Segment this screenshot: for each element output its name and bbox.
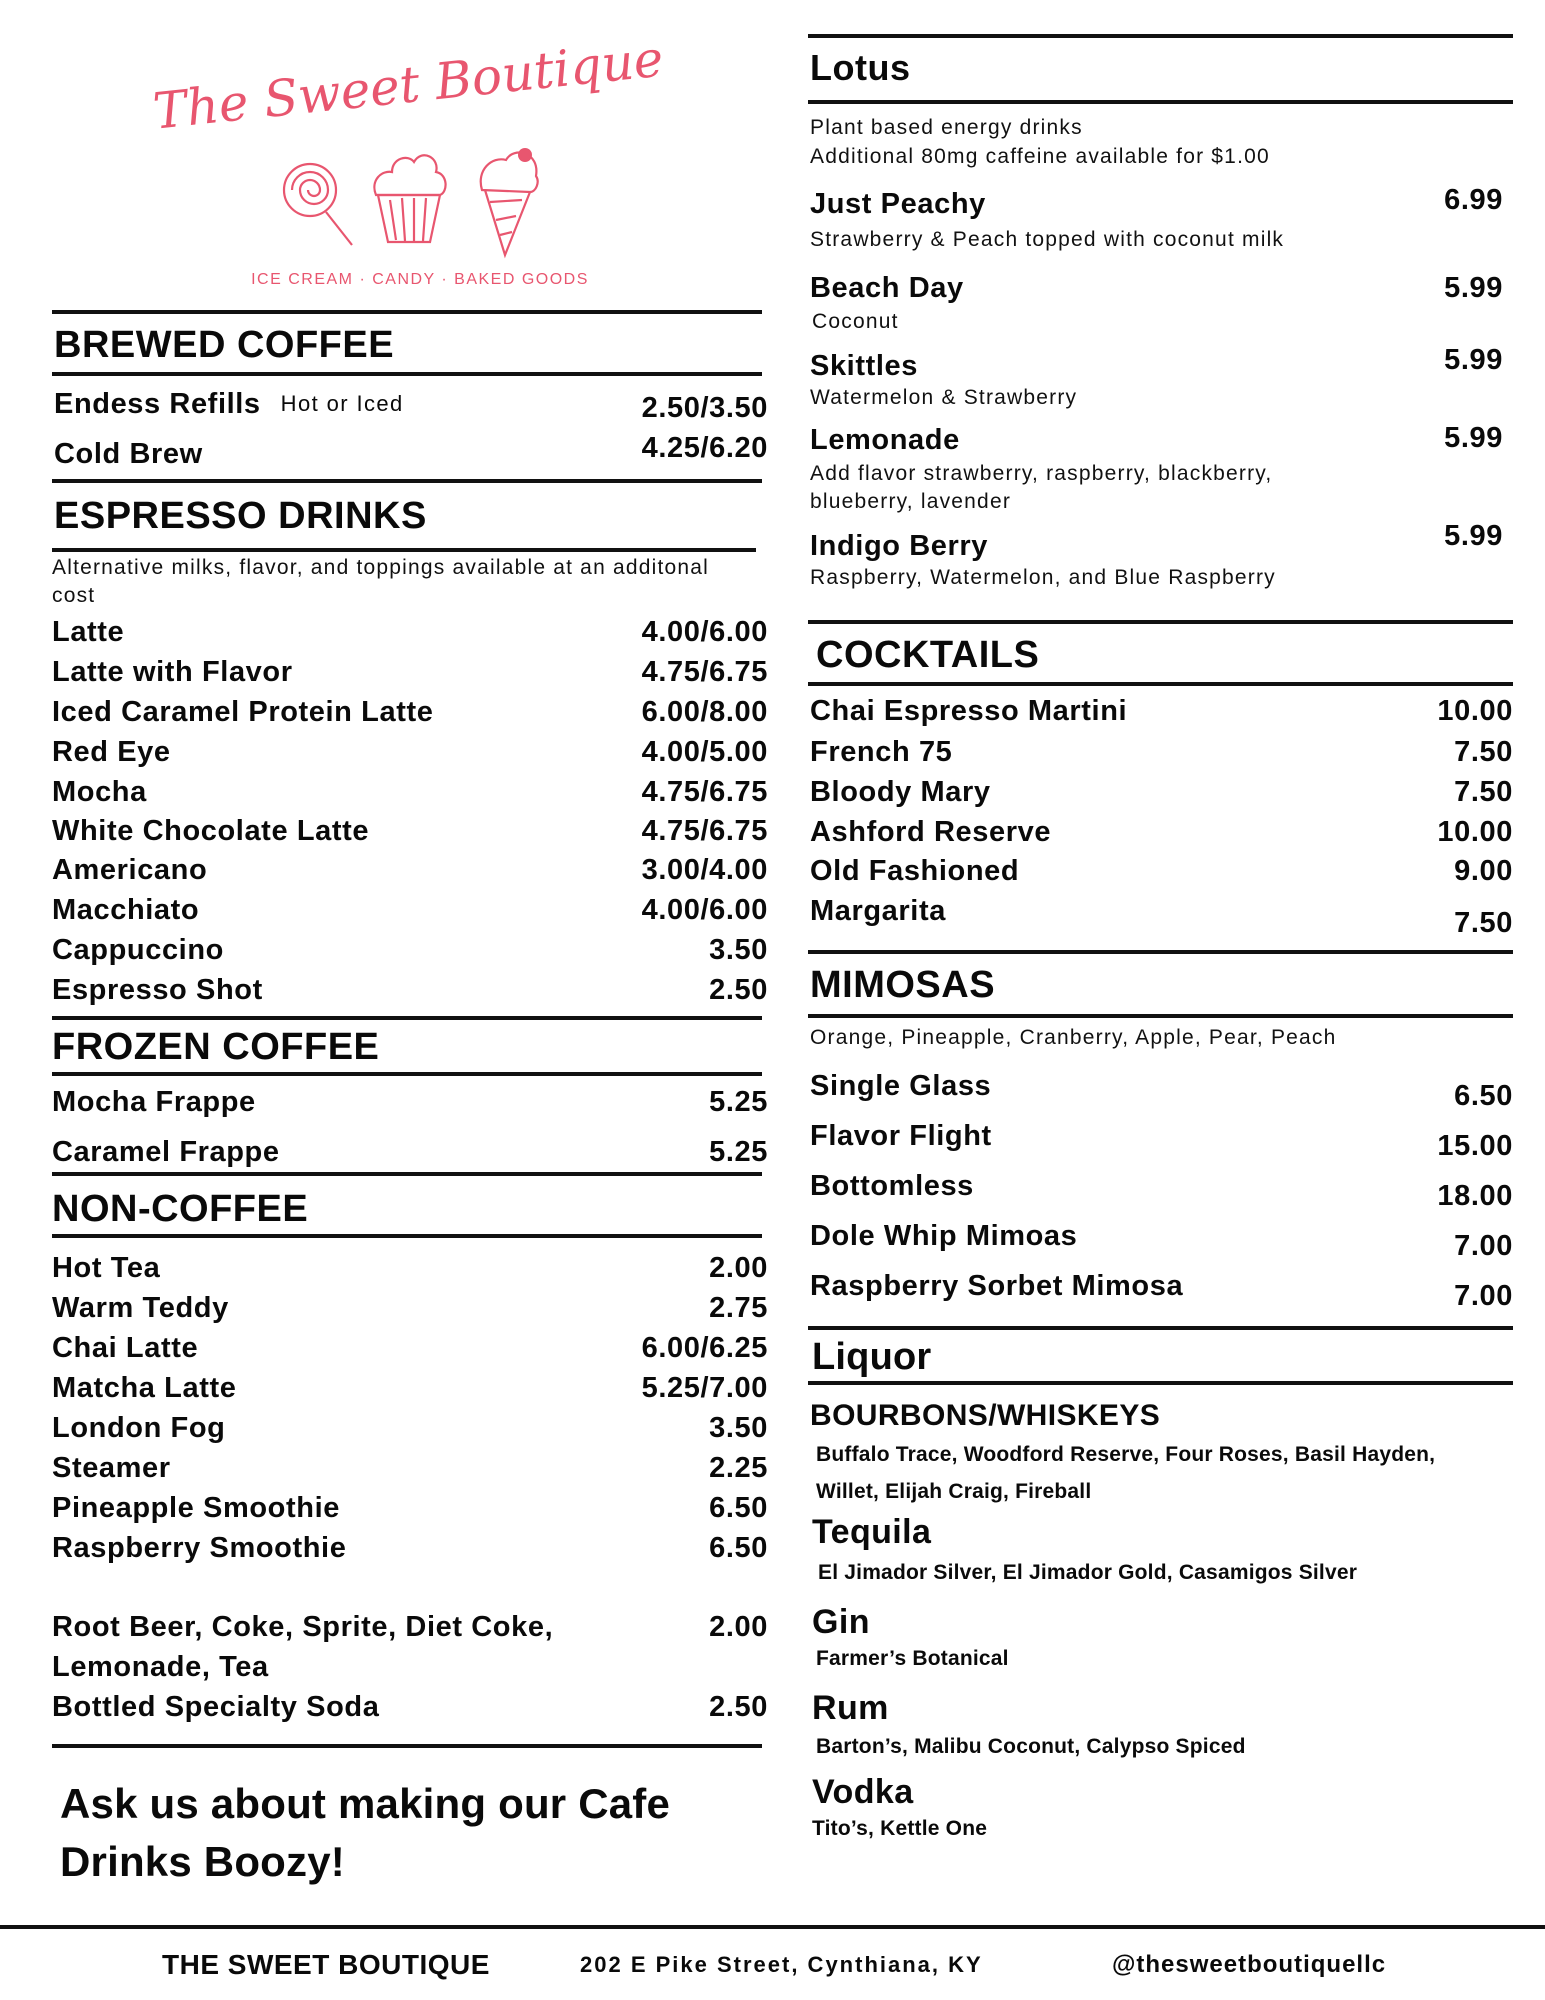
item-name: French 75 <box>810 736 953 768</box>
item-name: Raspberry Smoothie <box>52 1532 347 1564</box>
item-price: 18.00 <box>1437 1180 1513 1212</box>
item-name: Macchiato <box>52 894 200 926</box>
item-price: 7.00 <box>1454 1280 1513 1312</box>
item-name: Old Fashioned <box>810 855 1020 887</box>
menu-item <box>808 693 1513 729</box>
item-price: 4.00/5.00 <box>641 736 768 768</box>
divider <box>808 100 1513 104</box>
item-name: Latte with Flavor <box>52 656 293 688</box>
item-name: Chai Latte <box>52 1332 199 1364</box>
item-price: 6.50 <box>1454 1080 1513 1112</box>
item-price: 2.25 <box>709 1452 768 1484</box>
item-price: 6.50 <box>709 1532 768 1564</box>
item-price: 4.25/6.20 <box>641 432 768 464</box>
non-coffee-title: NON-COFFEE <box>52 1188 309 1230</box>
item-name: Margarita <box>810 895 946 927</box>
item-price: 7.50 <box>1454 736 1513 768</box>
item-name: Pineapple Smoothie <box>52 1492 340 1524</box>
divider <box>52 1072 762 1076</box>
divider <box>808 1014 1513 1018</box>
menu-item <box>52 1490 768 1526</box>
menu-item <box>52 614 768 650</box>
divider <box>52 372 762 376</box>
item-name: Matcha Latte <box>52 1372 237 1404</box>
menu-item <box>808 853 1513 889</box>
item-name: Dole Whip Mimoas <box>810 1220 1078 1252</box>
item-name: Indigo Berry <box>810 530 988 562</box>
menu-item <box>52 386 768 422</box>
item-price: 4.75/6.75 <box>641 815 768 847</box>
item-name: Raspberry Sorbet Mimosa <box>810 1270 1184 1302</box>
menu-item <box>52 694 768 730</box>
liquor-group-list: El Jimador Silver, El Jimador Gold, Casamigos Silver <box>818 1561 1358 1584</box>
liquor-group-list: Farmer’s Botanical <box>816 1647 1009 1670</box>
item-price: 2.00 <box>709 1252 768 1284</box>
item-desc: Watermelon & Strawberry <box>810 386 1078 409</box>
item-price: 2.75 <box>709 1292 768 1324</box>
item-name: Root Beer, Coke, Sprite, Diet Coke, <box>52 1611 554 1643</box>
liquor-group-title: Gin <box>812 1603 870 1641</box>
divider <box>52 1172 762 1176</box>
item-name: Chai Espresso Martini <box>810 695 1128 727</box>
item-name: Lemonade, Tea <box>52 1651 269 1683</box>
menu-item <box>52 774 768 810</box>
menu-item <box>808 734 1513 770</box>
item-name: Red Eye <box>52 736 171 768</box>
divider <box>52 1016 762 1020</box>
menu-item <box>808 893 1513 939</box>
divider <box>808 620 1513 624</box>
menu-item <box>52 1250 768 1286</box>
divider <box>808 950 1513 954</box>
menu-item <box>808 1168 1513 1212</box>
item-name: Mocha Frappe <box>52 1086 256 1118</box>
menu-item <box>52 1084 768 1120</box>
menu-item-sodas-cont <box>52 1649 768 1685</box>
divider <box>52 1234 762 1238</box>
brewed-coffee-title: BREWED COFFEE <box>54 324 395 366</box>
divider <box>808 1381 1513 1385</box>
item-price: 4.00/6.00 <box>641 894 768 926</box>
menu-item <box>52 1530 768 1566</box>
menu-item <box>52 932 768 968</box>
menu-item <box>808 520 1503 564</box>
footer-social-handle: @thesweetboutiquellc <box>1112 1951 1387 1978</box>
item-name: Cappuccino <box>52 934 224 966</box>
divider <box>52 1744 762 1748</box>
item-price: 5.25 <box>709 1136 768 1168</box>
item-price: 3.50 <box>709 934 768 966</box>
mimosas-title: MIMOSAS <box>810 964 996 1006</box>
menu-item <box>52 892 768 928</box>
item-price: 3.00/4.00 <box>641 854 768 886</box>
menu-item <box>52 813 768 849</box>
menu-item <box>52 1410 768 1446</box>
item-name: White Chocolate Latte <box>52 815 370 847</box>
item-name: Espresso Shot <box>52 974 263 1006</box>
item-price: 15.00 <box>1437 1130 1513 1162</box>
item-price: 5.99 <box>1444 422 1503 454</box>
divider <box>808 682 1513 686</box>
footer-divider <box>0 1925 1545 1929</box>
liquor-group-title: Rum <box>812 1689 889 1727</box>
item-name: London Fog <box>52 1412 226 1444</box>
menu-item <box>52 1450 768 1486</box>
menu-item <box>52 1134 768 1170</box>
menu-item <box>808 186 1503 222</box>
espresso-note: Alternative milks, flavor, and toppings available at an additonal cost <box>52 556 710 607</box>
logo-tagline: ICE CREAM · CANDY · BAKED GOODS <box>251 271 589 288</box>
liquor-group-title: BOURBONS/WHISKEYS <box>810 1399 1161 1432</box>
item-name: Cold Brew <box>54 438 203 470</box>
item-price: 10.00 <box>1437 695 1513 727</box>
divider <box>808 34 1513 38</box>
item-price: 5.99 <box>1444 344 1503 376</box>
item-name: Endess Refills <box>54 388 261 420</box>
logo <box>150 29 666 300</box>
item-price: 6.00/8.00 <box>641 696 768 728</box>
item-name: Latte <box>52 616 125 648</box>
item-price: 5.99 <box>1444 520 1503 552</box>
cupcake-icon <box>378 195 440 242</box>
item-price: 3.50 <box>709 1412 768 1444</box>
item-name: Steamer <box>52 1452 171 1484</box>
footer-business-name: THE SWEET BOUTIQUE <box>162 1949 490 1980</box>
liquor-group-title: Tequila <box>812 1513 932 1551</box>
footer-address: 202 E Pike Street, Cynthiana, KY <box>580 1952 983 1977</box>
item-price: 6.00/6.25 <box>641 1332 768 1364</box>
espresso-title: ESPRESSO DRINKS <box>54 495 427 537</box>
menu-item <box>52 852 768 888</box>
divider <box>52 479 762 483</box>
divider <box>52 310 762 314</box>
item-price: 5.25/7.00 <box>641 1372 768 1404</box>
logo-artwork <box>150 29 666 300</box>
item-name: Single Glass <box>810 1070 992 1102</box>
cocktails-title: COCKTAILS <box>816 634 1040 676</box>
item-price: 2.50/3.50 <box>641 392 768 424</box>
menu-item <box>808 1118 1513 1162</box>
menu-item <box>52 734 768 770</box>
item-name: Hot Tea <box>52 1252 161 1284</box>
boozy-callout: Ask us about making our Cafe Drinks Boozy! <box>60 1780 671 1885</box>
lotus-note-1: Plant based energy drinks <box>810 116 1083 139</box>
menu-item <box>52 972 768 1008</box>
menu-item <box>808 344 1503 384</box>
lotus-title: Lotus <box>810 47 911 88</box>
menu-item <box>52 432 768 472</box>
menu-item <box>808 814 1513 850</box>
item-name: Flavor Flight <box>810 1120 992 1152</box>
item-name: Warm Teddy <box>52 1292 229 1324</box>
item-price: 6.50 <box>709 1492 768 1524</box>
item-name: Beach Day <box>810 272 964 304</box>
item-price: 7.50 <box>1454 907 1513 939</box>
item-name: Skittles <box>810 350 918 382</box>
liquor-group-list: Barton’s, Malibu Coconut, Calypso Spiced <box>816 1735 1246 1758</box>
liquor-group-title: Vodka <box>812 1773 914 1811</box>
item-name: Bottomless <box>810 1170 974 1202</box>
item-desc: Add flavor strawberry, raspberry, blackberry, blueberry, lavender <box>810 462 1273 513</box>
menu-item <box>808 1068 1513 1112</box>
divider <box>52 548 756 552</box>
item-name: Americano <box>52 854 208 886</box>
liquor-title: Liquor <box>812 1336 932 1378</box>
item-price: 5.99 <box>1444 272 1503 304</box>
item-note: Hot or Iced <box>280 391 404 416</box>
item-price: 2.50 <box>709 1691 768 1723</box>
item-name: Mocha <box>52 776 147 808</box>
ice-cream-icon <box>485 190 530 255</box>
item-price: 4.75/6.75 <box>641 656 768 688</box>
item-price: 4.75/6.75 <box>641 776 768 808</box>
item-name: Bloody Mary <box>810 776 991 808</box>
item-price: 7.00 <box>1454 1230 1513 1262</box>
frozen-title: FROZEN COFFEE <box>52 1026 380 1068</box>
menu-item <box>808 270 1503 306</box>
item-price: 6.99 <box>1444 184 1503 216</box>
item-name: Iced Caramel Protein Latte <box>52 696 434 728</box>
item-desc: Strawberry & Peach topped with coconut milk <box>810 228 1285 251</box>
menu-item <box>808 774 1513 810</box>
menu-item-sodas <box>52 1609 768 1645</box>
liquor-group-list: Tito’s, Kettle One <box>812 1817 988 1840</box>
menu-item <box>808 1218 1513 1262</box>
item-name: Caramel Frappe <box>52 1136 280 1168</box>
item-price: 10.00 <box>1437 816 1513 848</box>
menu-item <box>52 1330 768 1366</box>
menu-item <box>52 1689 768 1725</box>
lotus-note-2: Additional 80mg caffeine available for $1.00 <box>810 145 1270 168</box>
item-price: 4.00/6.00 <box>641 616 768 648</box>
item-price: 2.50 <box>709 974 768 1006</box>
item-name: Just Peachy <box>810 188 986 220</box>
item-price: 7.50 <box>1454 776 1513 808</box>
item-price: 9.00 <box>1454 855 1513 887</box>
menu-item <box>52 654 768 690</box>
item-desc: Raspberry, Watermelon, and Blue Raspberry <box>810 566 1276 589</box>
menu-item <box>808 422 1503 458</box>
item-price: 2.00 <box>709 1611 768 1643</box>
item-price: 5.25 <box>709 1086 768 1118</box>
item-name: Lemonade <box>810 424 960 456</box>
liquor-group-list: Buffalo Trace, Woodford Reserve, Four Roses, Basil Hayden, Willet, Elijah Craig, Fireball <box>816 1443 1436 1503</box>
mimosas-note: Orange, Pineapple, Cranberry, Apple, Pear, Peach <box>810 1026 1337 1049</box>
item-name: Bottled Specialty Soda <box>52 1691 380 1723</box>
cherry-icon <box>518 148 532 162</box>
menu-item <box>52 1370 768 1406</box>
item-desc: Coconut <box>812 310 899 333</box>
menu-item <box>808 1268 1513 1312</box>
divider <box>808 1326 1513 1330</box>
logo-script-title: The Sweet Boutique <box>150 29 666 141</box>
item-name: Ashford Reserve <box>810 816 1052 848</box>
menu-item <box>52 1290 768 1326</box>
